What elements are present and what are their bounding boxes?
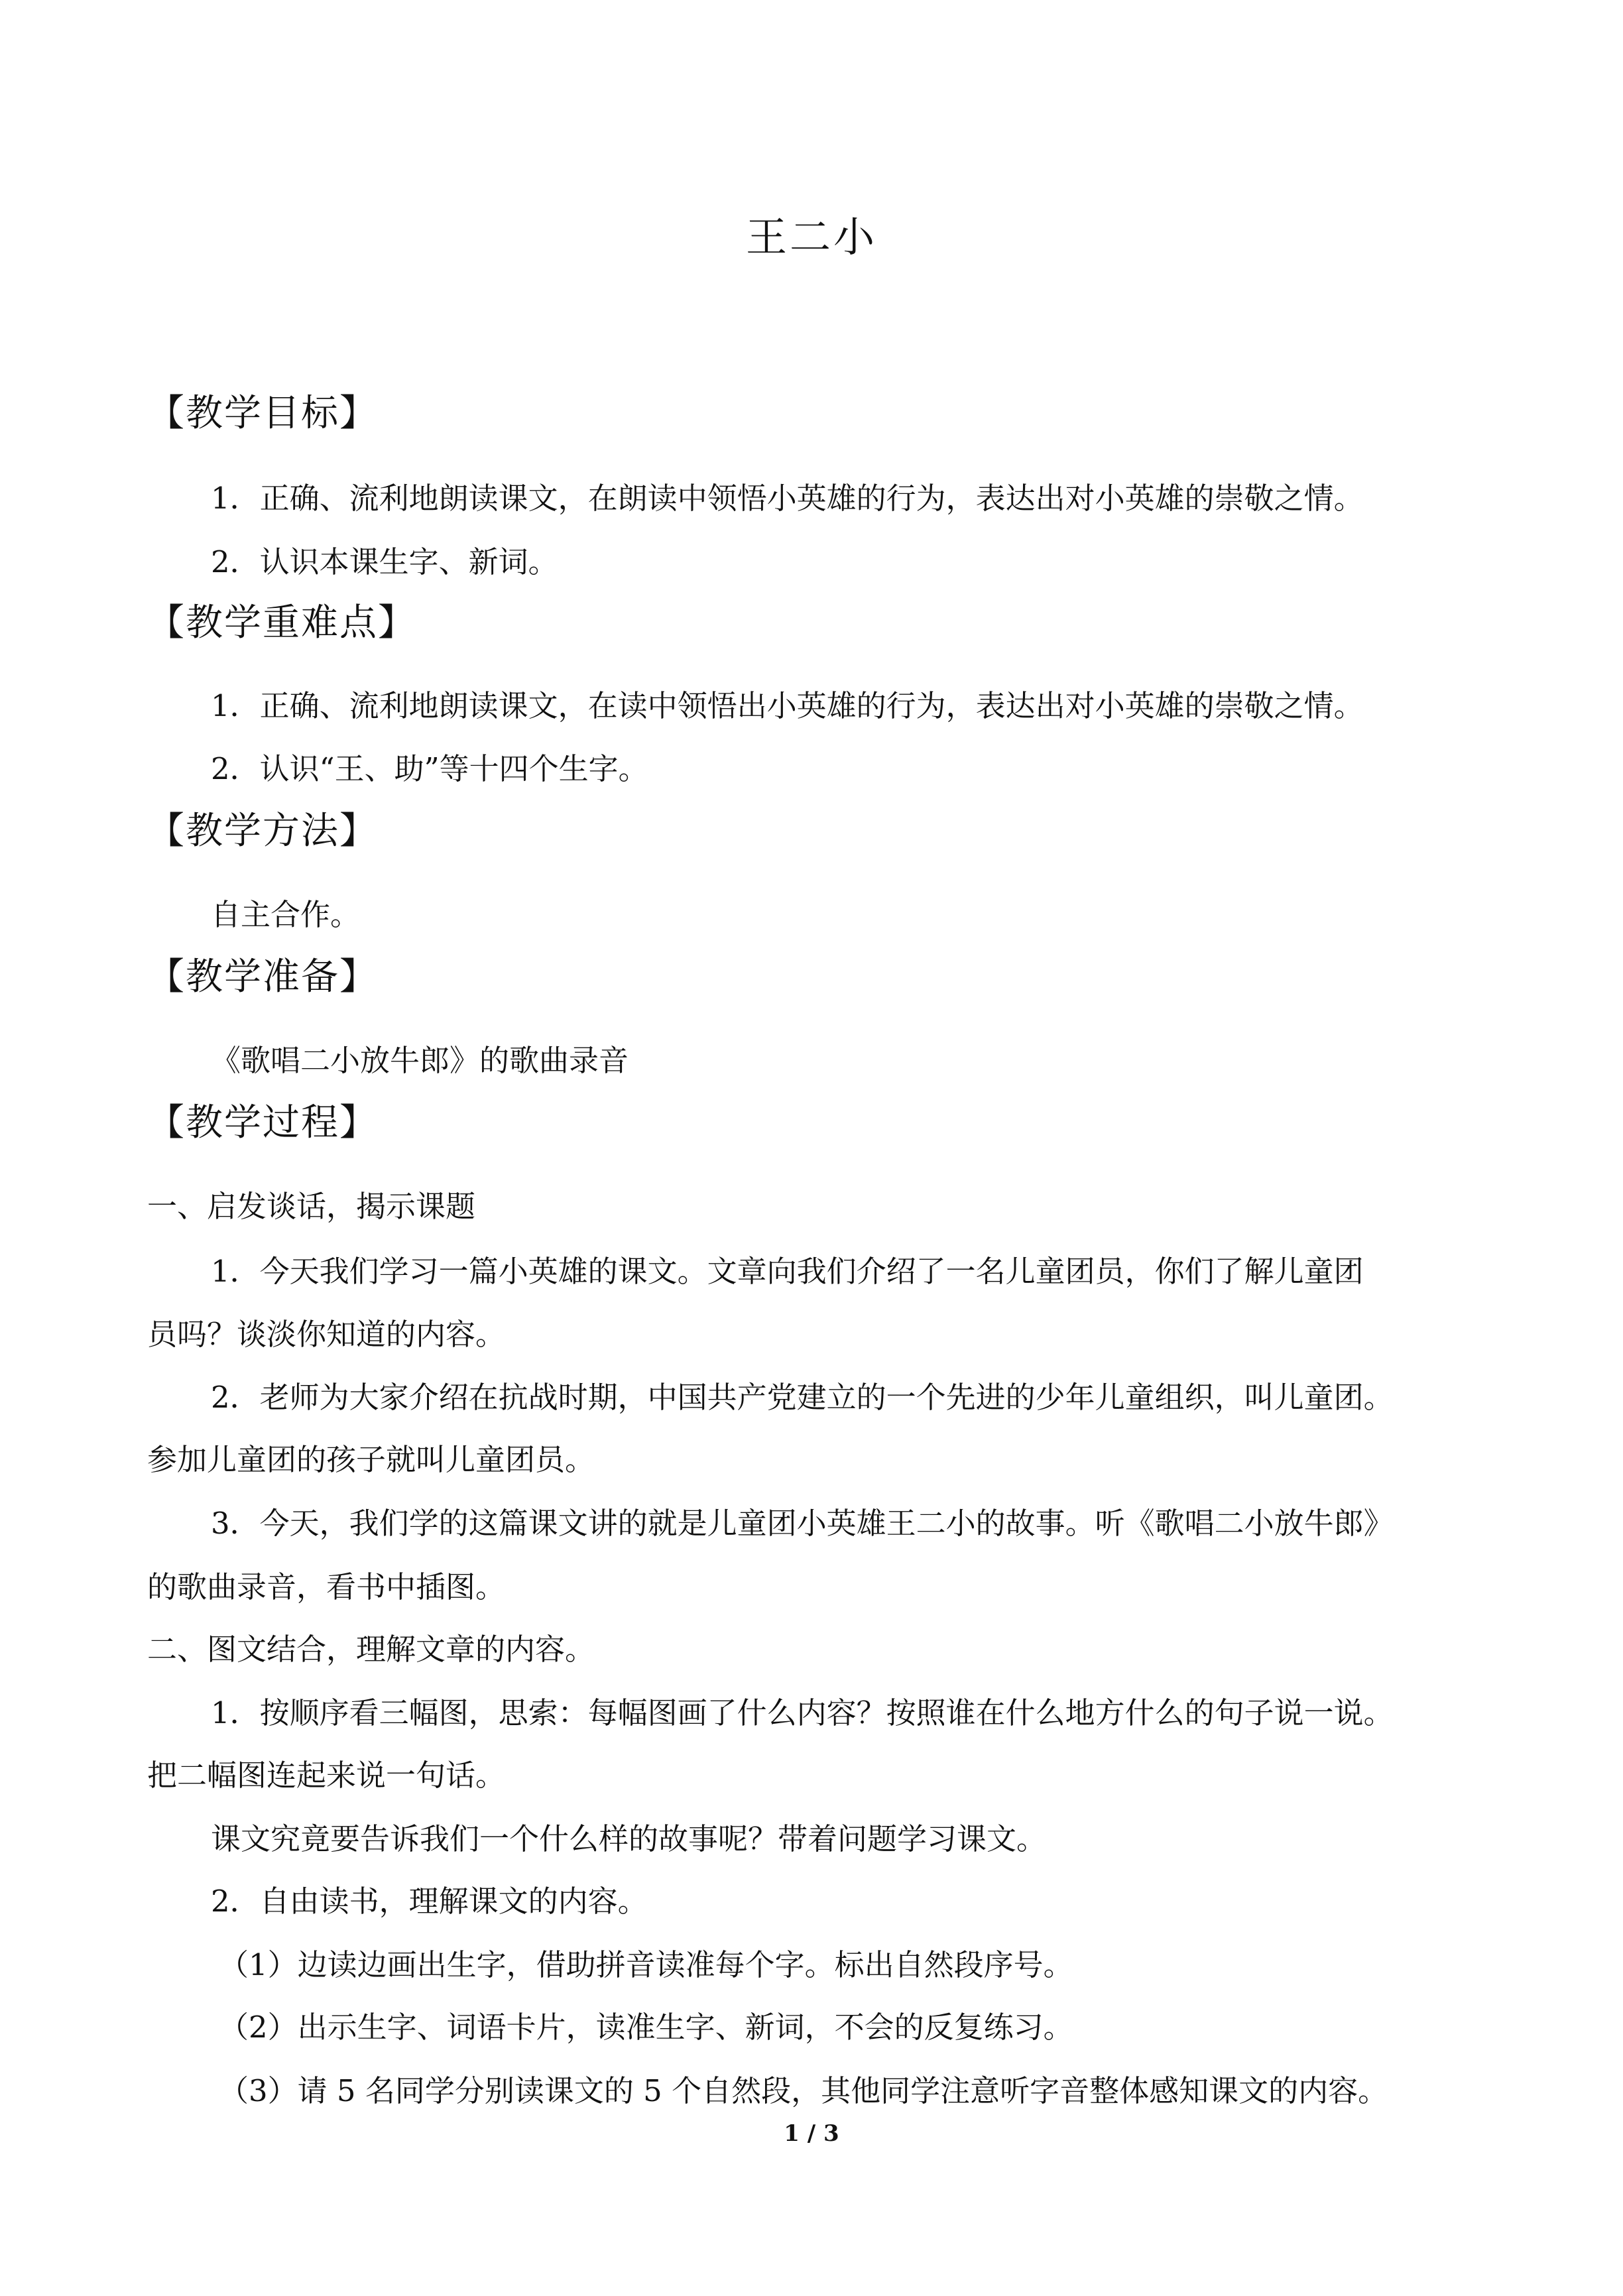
process-line-15: （3）请 5 名同学分别读课文的 5 个自然段，其他同学注意听字音整体感知课文的内容。 (219, 2073, 1388, 2108)
page-number: 1 / 3 (784, 2120, 839, 2147)
process-line-13: （1）边读边画出生字，借助拼音读准每个字。标出自然段序号。 (219, 1947, 1073, 1982)
document-title: 王二小 (745, 213, 877, 261)
process-line-9: 1．按顺序看三幅图，思索：每幅图画了什么内容？按照谁在什么地方什么的句子说一说。 (211, 1695, 1394, 1730)
section-heading-preparation: 【教学准备】 (147, 955, 378, 998)
preparation-line-1: 《歌唱二小放牛郎》的歌曲录音 (211, 1043, 629, 1078)
process-line-1: 一、启发谈话，揭示课题 (147, 1189, 476, 1224)
process-line-4: 2．老师为大家介绍在抗战时期，中国共产党建立的一个先进的少年儿童组织，叫儿童团。 (211, 1380, 1394, 1415)
process-line-12: 2．自由读书，理解课文的内容。 (211, 1884, 648, 1919)
process-line-10: 把二幅图连起来说一句话。 (147, 1758, 506, 1793)
process-line-14: （2）出示生字、词语卡片，读准生字、新词，不会的反复练习。 (219, 2010, 1073, 2045)
section-heading-methods: 【教学方法】 (147, 810, 378, 853)
process-line-5: 参加儿童团的孩子就叫儿童团员。 (147, 1442, 595, 1477)
key-points-line-2: 2．认识“王、助”等十四个生字。 (211, 751, 648, 786)
process-line-8: 二、图文结合，理解文章的内容。 (147, 1632, 595, 1667)
process-line-3: 员吗？谈淡你知道的内容。 (147, 1317, 506, 1352)
process-line-2: 1．今天我们学习一篇小英雄的课文。文章向我们介绍了一名儿童团员，你们了解儿童团 (211, 1254, 1364, 1289)
process-line-7: 的歌曲录音，看书中插图。 (147, 1569, 506, 1604)
key-points-line-1: 1．正确、流利地朗读课文，在读中领悟出小英雄的行为，表达出对小英雄的崇敬之情。 (211, 688, 1364, 723)
section-heading-goals: 【教学目标】 (147, 392, 378, 435)
methods-line-1: 自主合作。 (211, 897, 361, 932)
process-line-11: 课文究竟要告诉我们一个什么样的故事呢？带着问题学习课文。 (211, 1821, 1047, 1856)
goals-line-1: 1．正确、流利地朗读课文，在朗读中领悟小英雄的行为，表达出对小英雄的崇敬之情。 (211, 481, 1364, 516)
section-heading-key-points: 【教学重难点】 (147, 601, 416, 644)
process-line-6: 3．今天，我们学的这篇课文讲的就是儿童团小英雄王二小的故事。听《歌唱二小放牛郎》 (211, 1506, 1394, 1541)
section-heading-process: 【教学过程】 (147, 1101, 378, 1144)
goals-line-2: 2．认识本课生字、新词。 (211, 544, 558, 579)
